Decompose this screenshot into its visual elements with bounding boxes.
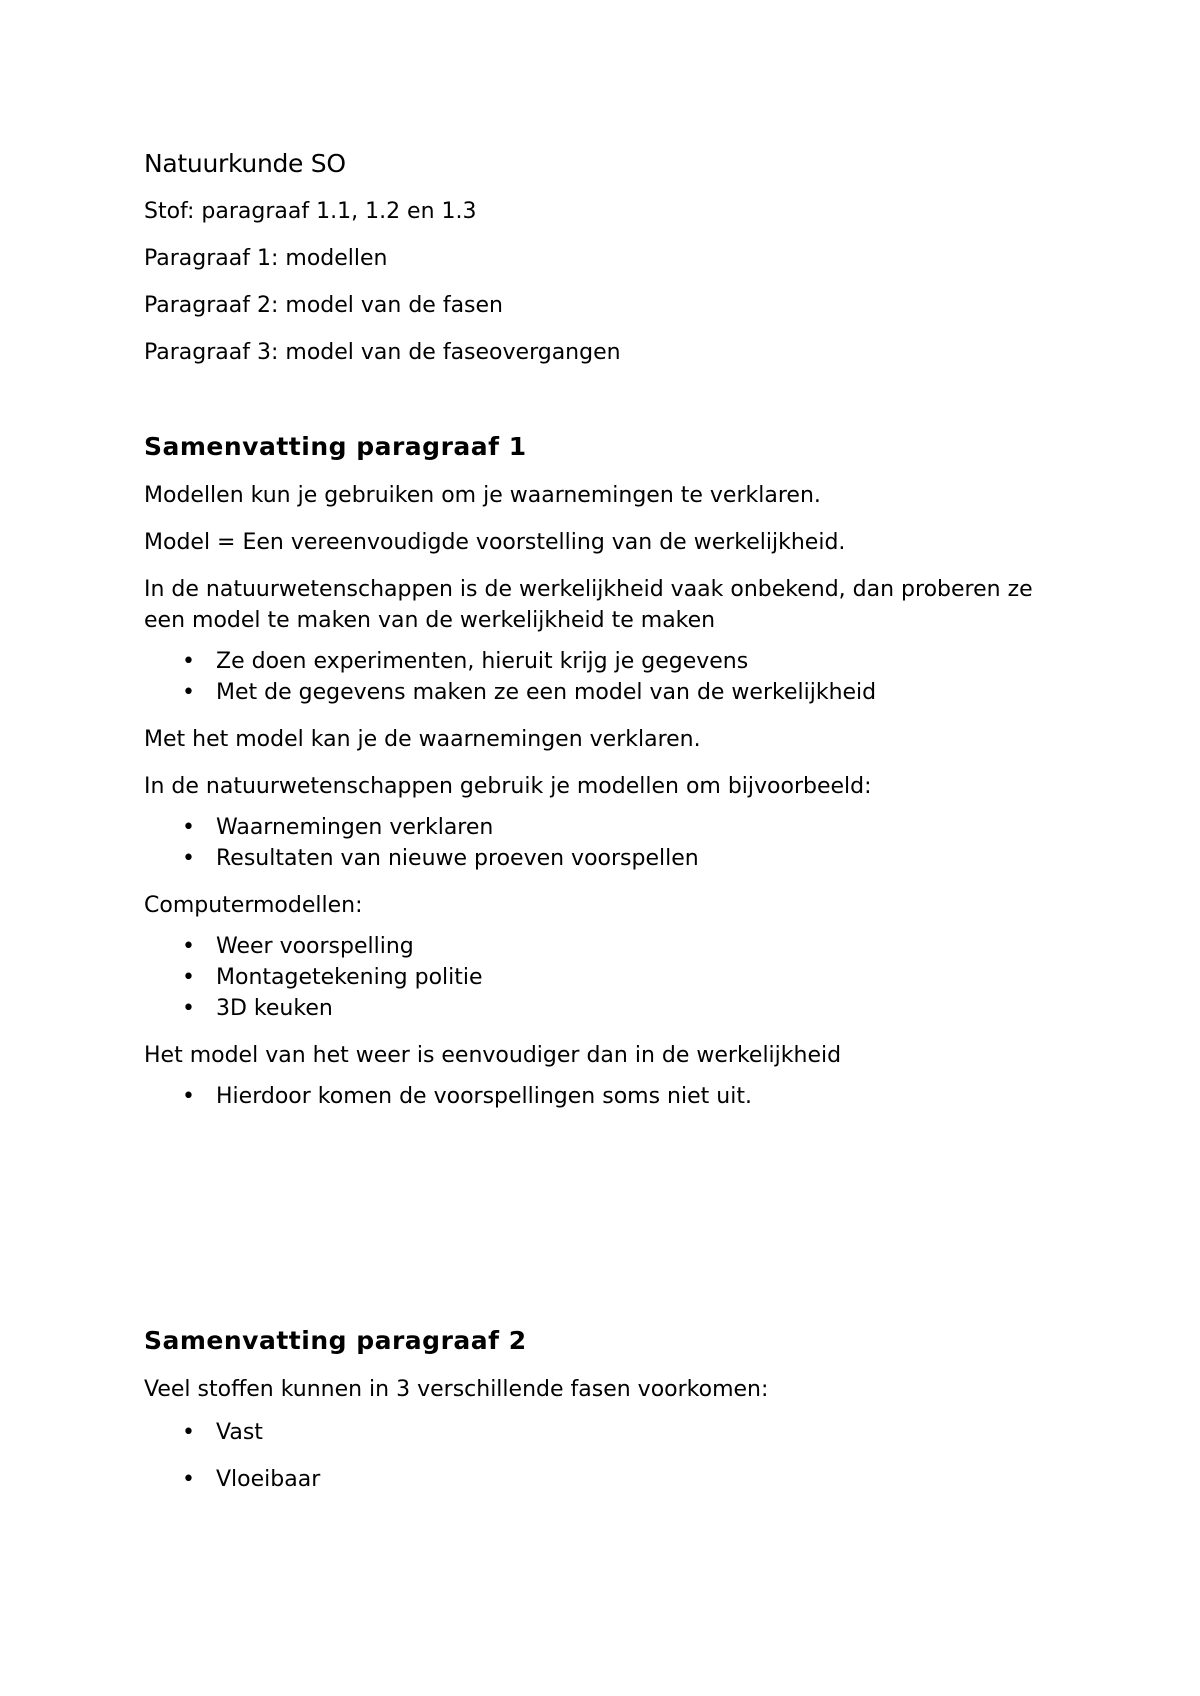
section-heading: Samenvatting paragraaf 2 <box>144 1326 527 1355</box>
bullet-icon: • <box>182 815 195 840</box>
bullet-icon: • <box>182 1420 195 1445</box>
paragraph: Met het model kan je de waarnemingen verklaren. <box>144 727 701 752</box>
document-page <box>144 148 1064 1511</box>
list-item-text: Met de gegevens maken ze een model van de werkelijkheid <box>216 680 877 705</box>
bullet-icon: • <box>182 1467 195 1492</box>
bullet-icon: • <box>182 649 195 674</box>
list-item-text: Weer voorspelling <box>216 934 414 959</box>
bullet-icon: • <box>182 934 195 959</box>
intro-line: Paragraaf 3: model van de faseovergangen <box>144 340 621 365</box>
spacer <box>144 384 1064 430</box>
bullet-icon: • <box>182 680 195 705</box>
list-item-text: Hierdoor komen de voorspellingen soms niet uit. <box>216 1084 752 1109</box>
list-item-text: 3D keuken <box>216 996 333 1021</box>
list-item-text: Vast <box>216 1420 263 1445</box>
paragraph: In de natuurwetenschappen is de werkelijkheid vaak onbekend, dan proberen ze een model te maken van de werkelijkheid te maken <box>144 577 1033 633</box>
list-item <box>144 993 1064 1024</box>
paragraph: Het model van het weer is eenvoudiger dan in de werkelijkheid <box>144 1043 842 1068</box>
spacer <box>144 1128 1064 1324</box>
list-item <box>144 677 1064 708</box>
list-item-text: Resultaten van nieuwe proeven voorspellen <box>216 846 699 871</box>
bullet-list <box>144 931 1064 1024</box>
bullet-list <box>144 646 1064 708</box>
bullet-icon: • <box>182 846 195 871</box>
list-item <box>144 931 1064 962</box>
list-item <box>144 962 1064 993</box>
list-item-text: Vloeibaar <box>216 1467 321 1492</box>
bullet-icon: • <box>182 965 195 990</box>
paragraph: Model = Een vereenvoudigde voorstelling van de werkelijkheid. <box>144 530 846 555</box>
list-item <box>144 1081 1064 1112</box>
paragraph: Computermodellen: <box>144 893 363 918</box>
list-item <box>144 812 1064 843</box>
paragraph: Veel stoffen kunnen in 3 verschillende fasen voorkomen: <box>144 1377 769 1402</box>
section-heading: Samenvatting paragraaf 1 <box>144 432 527 461</box>
list-item <box>144 843 1064 874</box>
bullet-list <box>144 1081 1064 1112</box>
intro-line: Paragraaf 2: model van de fasen <box>144 293 503 318</box>
intro-line: Paragraaf 1: modellen <box>144 246 388 271</box>
bullet-icon: • <box>182 996 195 1021</box>
list-item <box>144 646 1064 677</box>
paragraph: Modellen kun je gebruiken om je waarnemingen te verklaren. <box>144 483 821 508</box>
bullet-list <box>144 812 1064 874</box>
list-item-text: Montagetekening politie <box>216 965 483 990</box>
list-item-text: Waarnemingen verklaren <box>216 815 494 840</box>
paragraph: In de natuurwetenschappen gebruik je modellen om bijvoorbeeld: <box>144 774 872 799</box>
bullet-icon: • <box>182 1084 195 1109</box>
list-item <box>144 1464 1064 1495</box>
intro-line: Stof: paragraaf 1.1, 1.2 en 1.3 <box>144 199 477 224</box>
list-item-text: Ze doen experimenten, hieruit krijg je gegevens <box>216 649 749 674</box>
list-item <box>144 1417 1064 1448</box>
bullet-list <box>144 1417 1064 1495</box>
document-title: Natuurkunde SO <box>144 149 346 178</box>
